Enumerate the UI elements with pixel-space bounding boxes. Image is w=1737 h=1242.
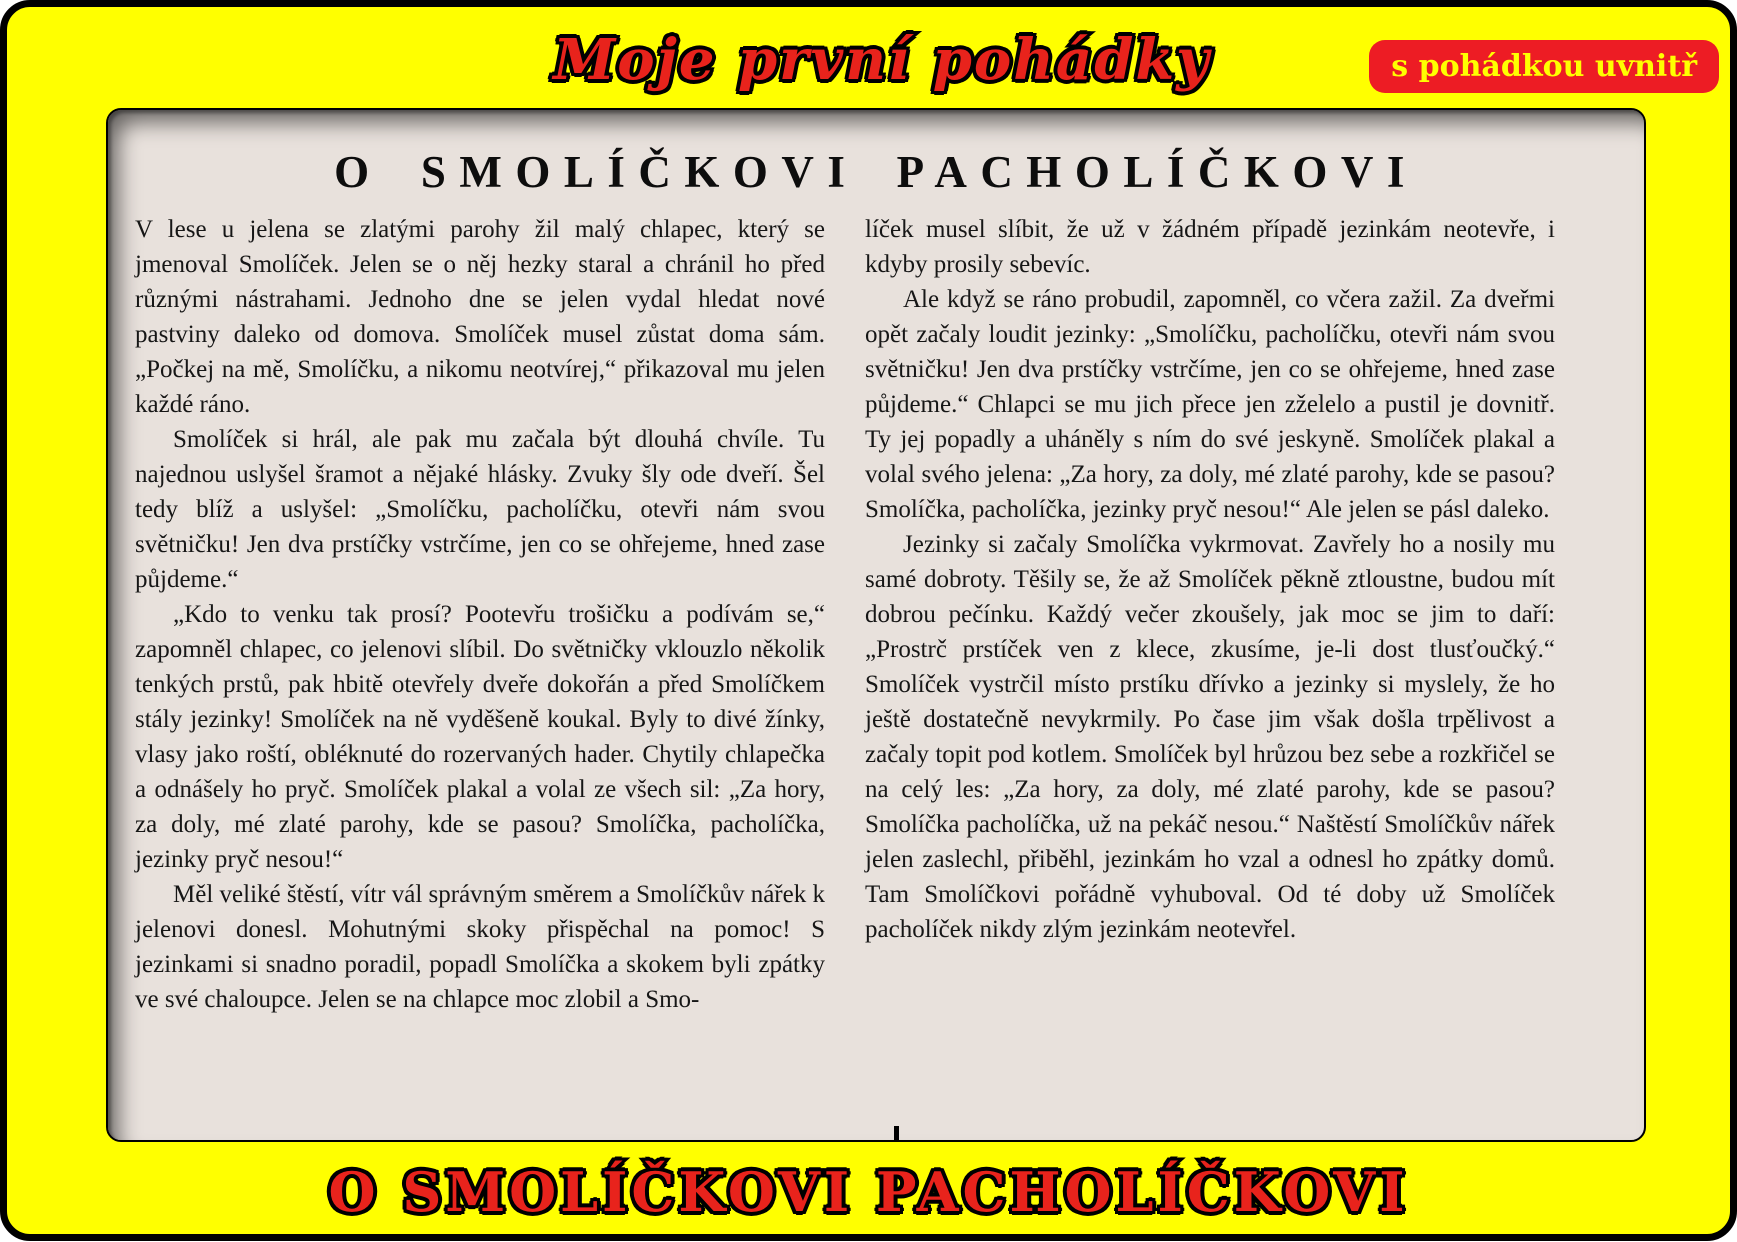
book-series-title: Moje první pohádky xyxy=(553,27,1211,93)
story-paragraph: „Kdo to venku tak prosí? Pootevřu trošičku a podívám se,“ zapomněl chlapec, co jelenovi slíbil. Do světničky vklouzlo několik tenkých prstů, pak hbitě otevřely dveře dokořán a před Smolíčkem stály jezinky! Smolíček na ně vyděšeně koukal. Byly to divé žínky, vlasy jako roští, obléknuté do rozervaných hader. Chytily chlapečka a odnášely ho pryč. Smolíček plakal a volal ze všech sil: „Za hory, za doly, mé zlaté parohy, kde se pasou? Smolíčka, pacholíčka, jezinky pryč nesou!“ xyxy=(135,601,825,873)
story-title: O SMOLÍČKOVI PACHOLÍČKOVI xyxy=(334,147,1418,197)
corner-badge-label: s pohádkou uvnitř xyxy=(1391,49,1697,84)
story-paragraph: Jezinky si začaly Smolíčka vykrmovat. Zavřely ho a nosily mu samé dobroty. Těšily se, že až Smolíček pěkně ztloustne, budou mít dobrou pečínku. Každý večer zkoušely, jak moc se jim to daří: „Prostrč prstíček ven z klece, zkusíme, je-li dost tlusťoučký.“ Smolíček vystrčil místo prstíku dřívko a jezinky si myslely, že ho ještě dostatečně nevykrmily. Po čase jim však došla trpělivost a začaly topit pod kotlem. Smolíček byl hrůzou bez sebe a rozkřičel se na celý les: „Za hory, za doly, mé zlaté parohy, kde se pasou? Smolíčka pacholíčka, už na pekáč nesou.“ Naštěstí Smolíčkův nářek jelen zaslechl, přiběhl, jezinkám ho vzal a odnesl ho zpátky domů. Tam Smolíčkovi pořádně vyhuboval. Od té doby už Smolíček pacholíček nikdy zlým jezinkám neotevřel. xyxy=(865,531,1555,943)
story-paragraph: V lese u jelena se zlatými parohy žil malý chlapec, který se jmenoval Smolíček. Jelen se o něj hezky staral a chránil ho před různými nástrahami. Jednoho dne se jelen vydal hledat nové pastviny daleko od domova. Smolíček musel zůstat doma sám. „Počkej na mě, Smolíčku, a nikomu neotvírej,“ přikazoval mu jelen každé ráno. xyxy=(135,216,825,418)
story-card xyxy=(106,108,1646,1142)
story-footer-title: O SMOLÍČKOVI PACHOLÍČKOVI xyxy=(328,1160,1409,1224)
story-column-right xyxy=(865,212,1555,1017)
story-paragraph: Smolíček si hrál, ale pak mu začala být dlouhá chvíle. Tu najednou uslyšel šramot a nějaké hlásky. Zvuky šly ode dveří. Šel tedy blíž a uslyšel: „Smolíčku, pacholíčku, otevři nám svou světničku! Jen dva prstíčky vstrčíme, jen co se ohřejeme, hned zase půjdeme.“ xyxy=(135,426,825,593)
story-paragraph: líček musel slíbit, že už v žádném případě jezinkám neotevře, i kdyby prosily sebevíc. xyxy=(865,216,1555,278)
story-paragraph: Měl veliké štěstí, vítr vál správným směrem a Smolíčkův nářek k jelenovi donesl. Mohutnými skoky přispěchal na pomoc! S jezinkami si snadno poradil, popadl Smolíčka a skokem byli zpátky ve své chaloupce. Jelen se na chlapce moc zlobil a Smo- xyxy=(135,881,825,1013)
story-text-columns xyxy=(135,212,1555,1017)
story-column-left xyxy=(135,212,825,1017)
story-paragraph: Ale když se ráno probudil, zapomněl, co včera zažil. Za dveřmi opět začaly loudit jezinky: „Smolíčku, pacholíčku, otevři nám svou světničku! Jen dva prstíčky vstrčíme, jen co se ohřejeme, hned zase půjdeme.“ Chlapci se mu jich přece jen zželelo a pustil je dovnitř. Ty jej popadly a uháněly s ním do své jeskyně. Smolíček plakal a volal svého jelena: „Za hory, za doly, mé zlaté parohy, kde se pasou? Smolíčka, pacholíčka, jezinky pryč nesou!“ Ale jelen se pásl daleko. xyxy=(865,286,1555,523)
tick-mark xyxy=(894,1126,899,1142)
corner-badge xyxy=(1369,40,1719,93)
